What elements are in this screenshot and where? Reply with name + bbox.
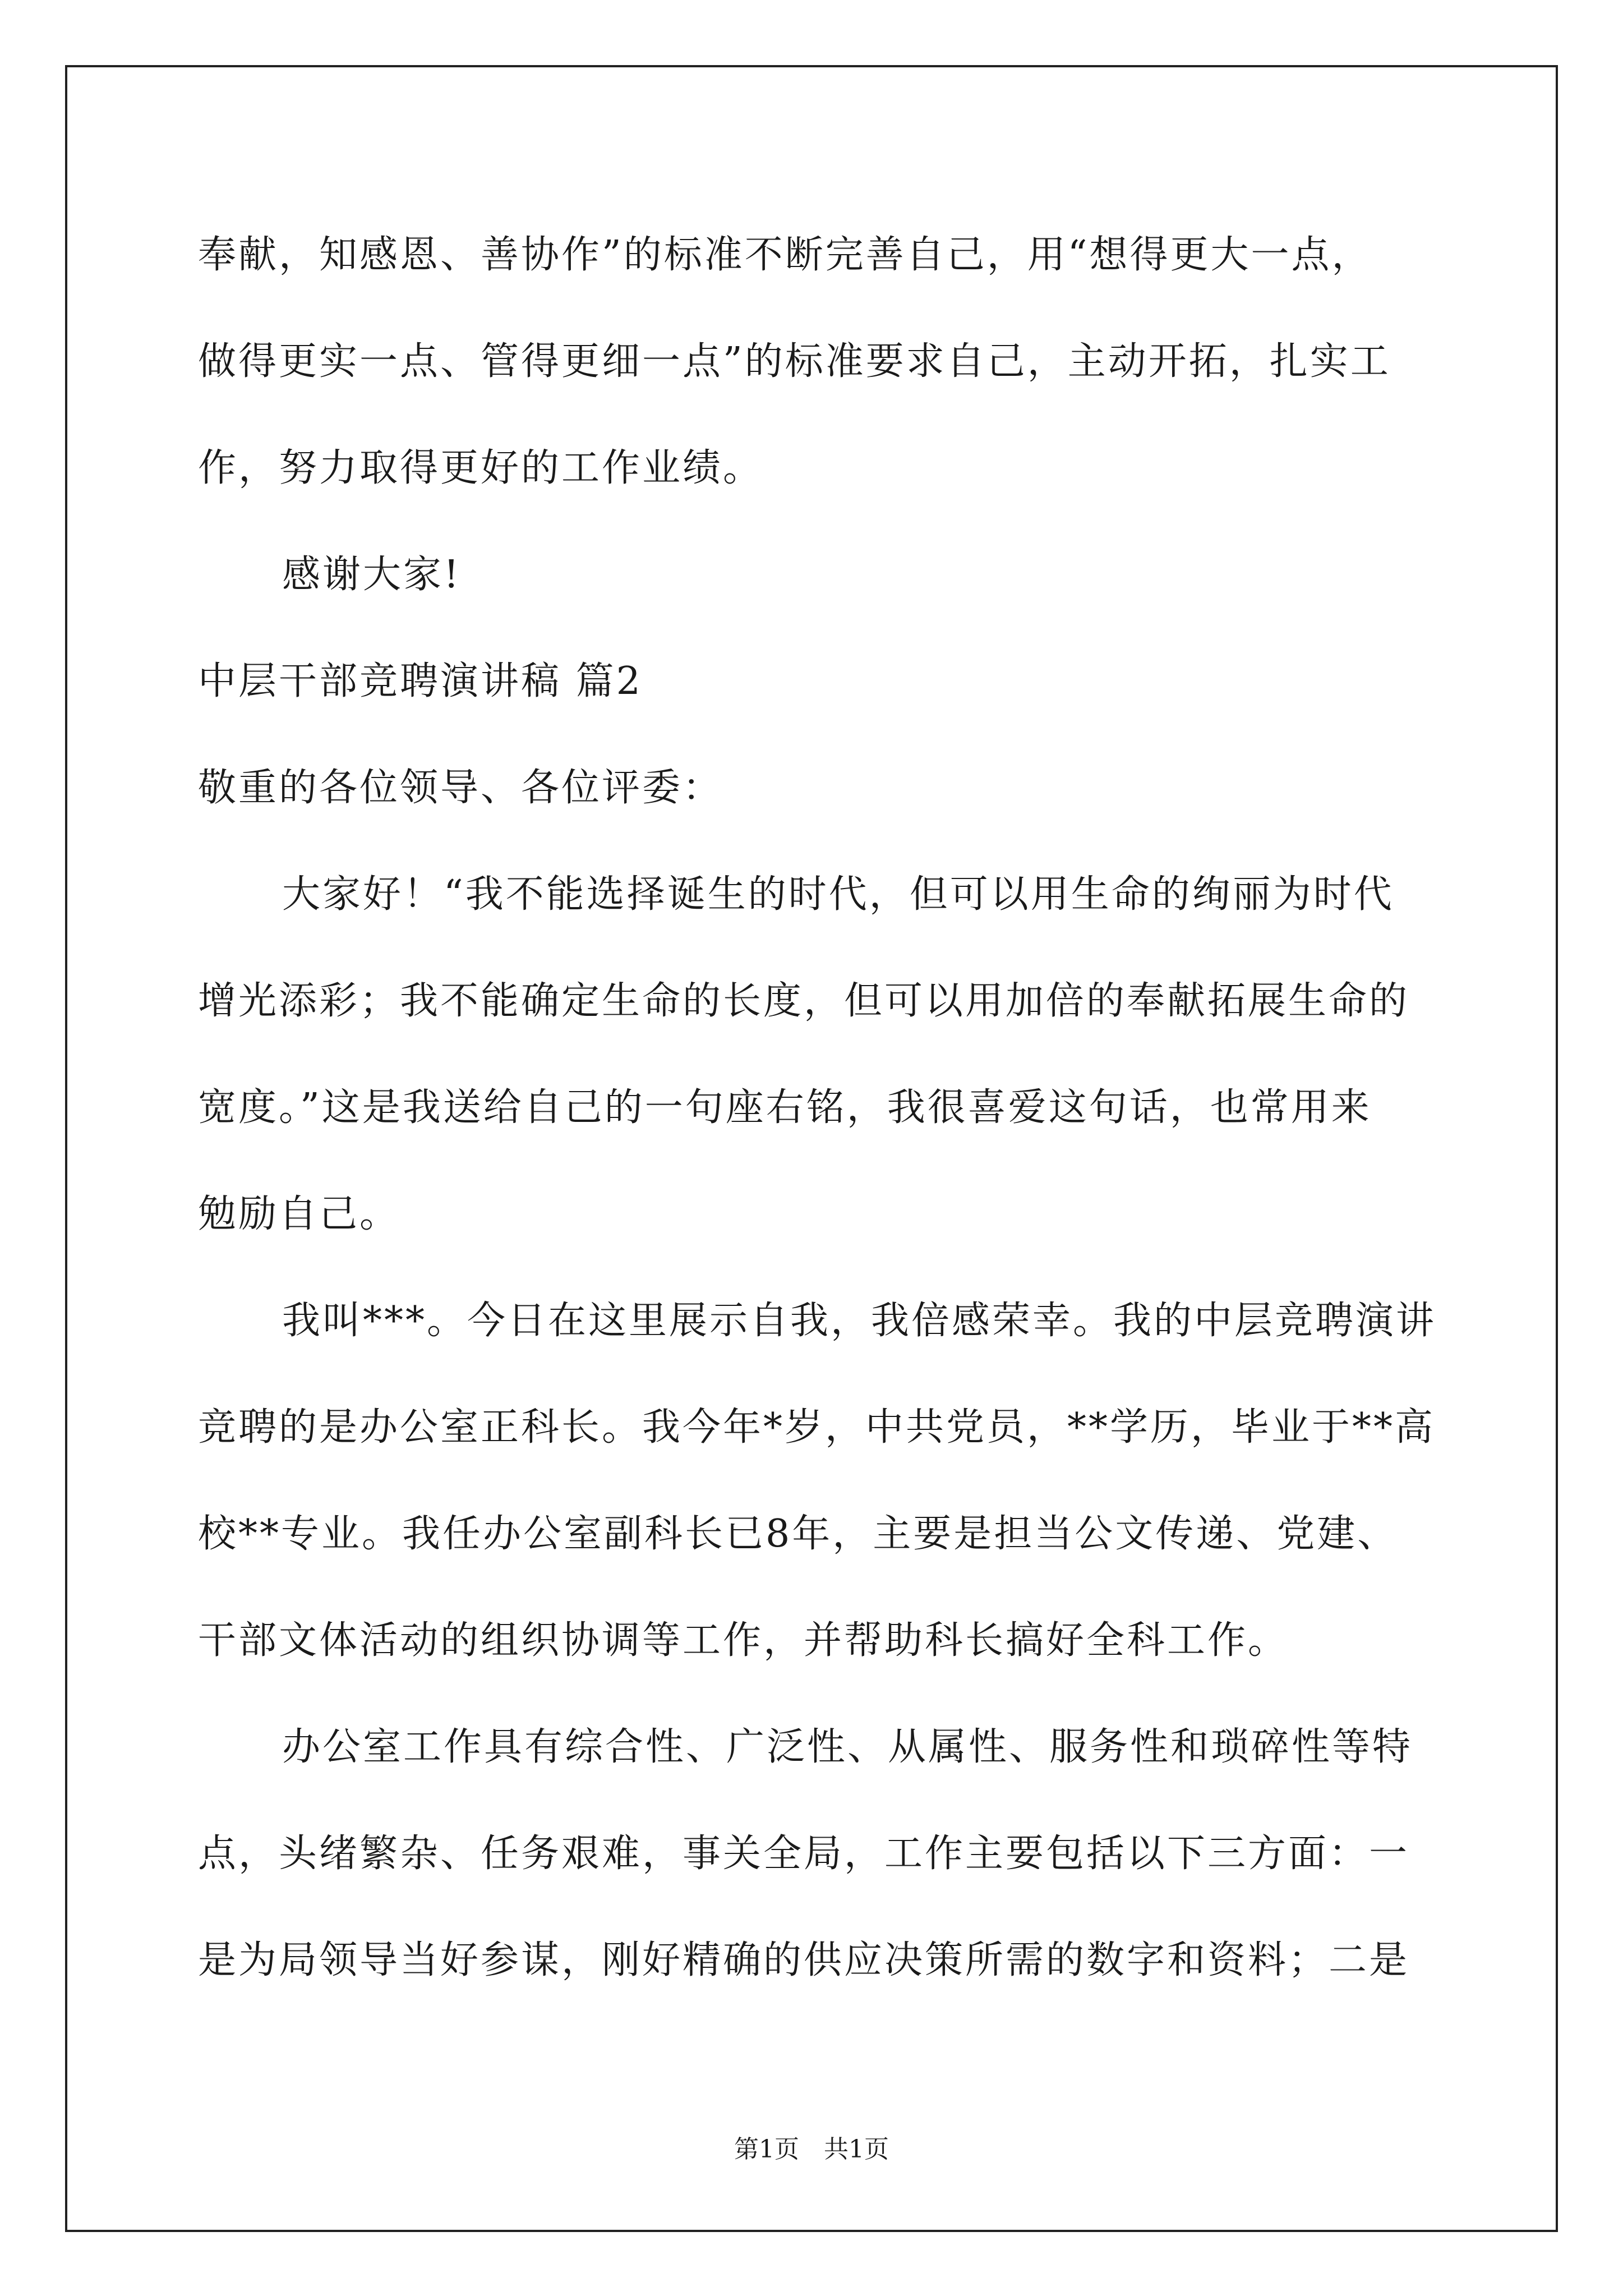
text-line: 勉励自己。 <box>198 1192 400 1236</box>
salutation: 敬重的各位领导、各位评委： <box>198 766 723 810</box>
text-line: 办公室工作具有综合性、广泛性、从属性、服务性和琐碎性等特 <box>282 1725 1413 1769</box>
text-line: 奉献，知感恩、善协作”的标准不断完善自己，用“想得更大一点， <box>198 233 1372 277</box>
text-line: 竞聘的是办公室正科长。我今年*岁，中共党员，**学历，毕业于**高 <box>198 1405 1436 1450</box>
text-line: 作，努力取得更好的工作业绩。 <box>198 446 764 490</box>
closing-line: 感谢大家! <box>282 553 462 597</box>
section-heading: 中层干部竞聘演讲稿 篇2 <box>198 659 643 703</box>
page-number: 第1页 共1页 <box>734 2135 889 2164</box>
text-line: 是为局领导当好参谋，刚好精确的供应决策所需的数字和资料；二是 <box>198 1938 1410 1982</box>
text-line: 宽度。”这是我送给自己的一句座右铭，我很喜爱这句话，也常用来 <box>198 1085 1372 1130</box>
text-line: 增光添彩；我不能确定生命的长度，但可以用加倍的奉献拓展生命的 <box>198 979 1410 1023</box>
text-line: 校**专业。我任办公室副科长已8年，主要是担当公文传递、党建、 <box>198 1512 1398 1556</box>
text-line: 我叫***。今日在这里展示自我，我倍感荣幸。我的中层竞聘演讲 <box>282 1299 1437 1343</box>
document-body <box>198 202 1437 2014</box>
text-line: 大家好！“我不能选择诞生的时代，但可以用生命的绚丽为时代 <box>282 872 1394 917</box>
text-line: 干部文体活动的组织协调等工作，并帮助科长搞好全科工作。 <box>198 1618 1289 1663</box>
text-line: 点，头绪繁杂、任务艰难，事关全局，工作主要包括以下三方面：一 <box>198 1832 1410 1876</box>
text-line: 做得更实一点、管得更细一点”的标准要求自己，主动开拓，扎实工 <box>198 339 1391 384</box>
